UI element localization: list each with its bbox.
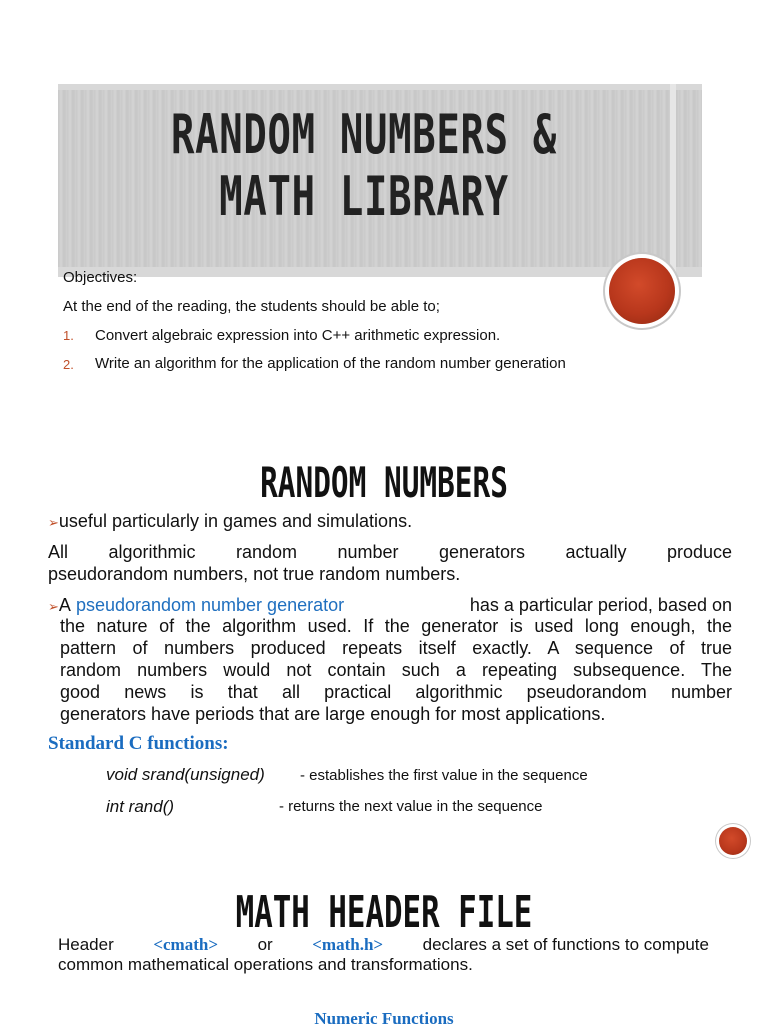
bullet-useful bbox=[48, 510, 412, 534]
para1-line1: All algorithmic random number generators actually produce bbox=[48, 542, 732, 562]
random-numbers-heading: RANDOM NUMBERS bbox=[260, 458, 508, 507]
arrow-bullet-icon: ➢ bbox=[48, 599, 59, 614]
standard-c-functions-label: Standard C functions: bbox=[48, 733, 229, 754]
bullet2-line1-rest: has a particular period, based on bbox=[469, 595, 732, 615]
decorative-circle-icon bbox=[719, 827, 747, 855]
title-line-1: RANDOM NUMBERS & bbox=[170, 103, 558, 166]
objective-item-1: Convert algebraic expression into C++ arithmetic expression. bbox=[95, 327, 501, 344]
bullet2-prefix: A bbox=[58, 595, 71, 615]
objective-number-2: 2. bbox=[63, 357, 74, 372]
arrow-bullet-icon: ➢ bbox=[48, 515, 59, 530]
bullet2-line6: generators have periods that are large enough for most applications. bbox=[60, 704, 606, 724]
math-header-heading: MATH HEADER FILE bbox=[235, 887, 533, 938]
math-line2: common mathematical operations and transformations. bbox=[58, 955, 473, 974]
bullet2-line5: good news is that all practical algorithmic pseudorandom number bbox=[60, 682, 732, 702]
bullet2-line4: random numbers would not contain such a repeating subsequence. The bbox=[60, 660, 732, 680]
objectives-label: Objectives: bbox=[63, 269, 138, 286]
page-title bbox=[144, 104, 585, 228]
srand-signature: void srand(unsigned) bbox=[106, 765, 265, 784]
numeric-functions-label: Numeric Functions bbox=[314, 1009, 454, 1028]
objective-item-2: Write an algorithm for the application of the random number generation bbox=[95, 355, 566, 372]
header-word: Header bbox=[58, 935, 114, 954]
srand-description: - establishes the first value in the sequence bbox=[300, 767, 588, 784]
pseudorandom-link[interactable]: pseudorandom number generator bbox=[75, 595, 345, 615]
bullet2-line3: pattern of numbers produced repeats itself exactly. A sequence of true bbox=[60, 638, 732, 658]
rand-description: - returns the next value in the sequence bbox=[279, 798, 543, 815]
bullet-useful-text: useful particularly in games and simulations. bbox=[58, 511, 413, 531]
rand-signature: int rand() bbox=[106, 797, 175, 816]
bullet2-line2: the nature of the algorithm used. If the generator is used long enough, the bbox=[60, 616, 732, 636]
cmath-link[interactable]: <cmath> bbox=[153, 935, 219, 954]
math-h-link[interactable]: <math.h> bbox=[312, 935, 384, 954]
math-line1-rest: declares a set of functions to compute bbox=[422, 935, 709, 954]
objective-number-1: 1. bbox=[63, 328, 74, 343]
decorative-circle-icon bbox=[609, 258, 675, 324]
title-line-2: MATH LIBRARY bbox=[219, 165, 509, 228]
objectives-intro: At the end of the reading, the students should be able to; bbox=[63, 298, 440, 315]
banner-stripe bbox=[670, 84, 676, 277]
para1-line2: pseudorandom numbers, not true random numbers. bbox=[48, 564, 461, 584]
math-line1 bbox=[58, 935, 709, 955]
or-word: or bbox=[257, 935, 273, 954]
